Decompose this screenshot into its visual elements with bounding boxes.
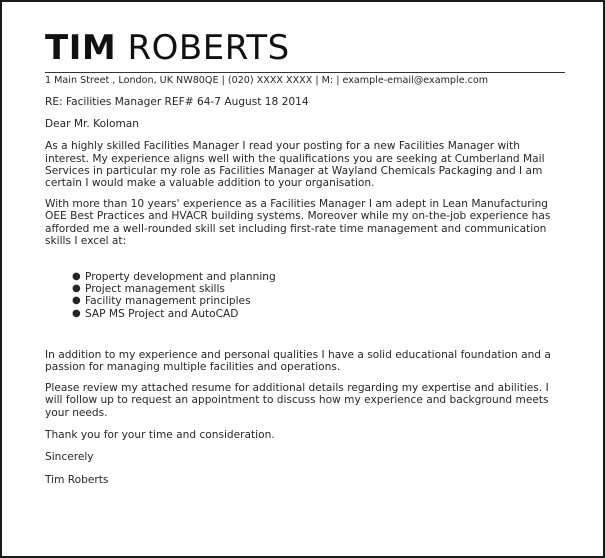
paragraph-intro <box>45 140 565 189</box>
list-item <box>72 307 565 320</box>
text-line: Services in particular my role as Facilities Manager at Wayland Chemicals Packaging and I am <box>45 164 543 177</box>
text-line: your needs. <box>45 406 108 419</box>
text-line: Please review my attached resume for additional details regarding my expertise and abilities. I <box>45 382 549 395</box>
text-line: will follow up to request an appointment to discuss how my experience and background meets <box>45 394 549 407</box>
text-line: interest. My experience aligns well with the qualifications you are seeking at Cumberland Mail <box>45 152 545 165</box>
last-name: ROBERTS <box>127 28 290 68</box>
skills-list <box>45 271 565 320</box>
thanks-line: Thank you for your time and consideration. <box>45 428 275 441</box>
text-line: passion for managing multiple facilities and operations. <box>45 361 341 374</box>
salutation: Dear Mr. Koloman <box>45 118 139 131</box>
contact-line: 1 Main Street , London, UK NW80QE | (020) XXXX XXXX | M: | example-email@example.com <box>45 72 565 87</box>
text-line: As a highly skilled Facilities Manager I read your posting for a new Facilities Manager with <box>45 140 520 153</box>
closing: Sincerely <box>45 451 94 464</box>
list-item <box>72 283 565 296</box>
first-name: TIM <box>45 28 117 68</box>
skill-label: Project management skills <box>85 283 225 296</box>
list-item <box>72 295 565 308</box>
paragraph-resume <box>45 382 565 419</box>
paragraph-education <box>45 349 565 373</box>
letter-content <box>45 28 565 486</box>
bullet-icon: ● <box>72 307 81 319</box>
paragraph-experience <box>45 198 565 247</box>
bullet-icon: ● <box>72 271 81 283</box>
text-line: afforded me a well-rounded skill set including first-rate time management and communication <box>45 222 547 235</box>
bullet-icon: ● <box>72 295 81 307</box>
subject-line: RE: Facilities Manager REF# 64-7 August 18 2014 <box>45 96 309 108</box>
text-line: OEE Best Practices and HVACR building systems. Moreover while my on-the-job experience has <box>45 210 551 223</box>
text-line: certain I would make a valuable addition to your organisation. <box>45 177 375 190</box>
skill-label: SAP MS Project and AutoCAD <box>85 307 239 320</box>
text-line: With more than 10 years' experience as a Facilities Manager I am adept in Lean Manufacturing <box>45 198 549 211</box>
skill-label: Property development and planning <box>85 271 276 284</box>
text-line: skills I excel at: <box>45 234 127 247</box>
bullet-icon: ● <box>72 283 81 295</box>
applicant-name <box>45 28 565 68</box>
signature: Tim Roberts <box>45 474 109 487</box>
text-line: In addition to my experience and personal qualities I have a solid educational foundation and a <box>45 348 551 361</box>
list-item <box>72 271 565 284</box>
skill-label: Facility management principles <box>85 295 251 308</box>
